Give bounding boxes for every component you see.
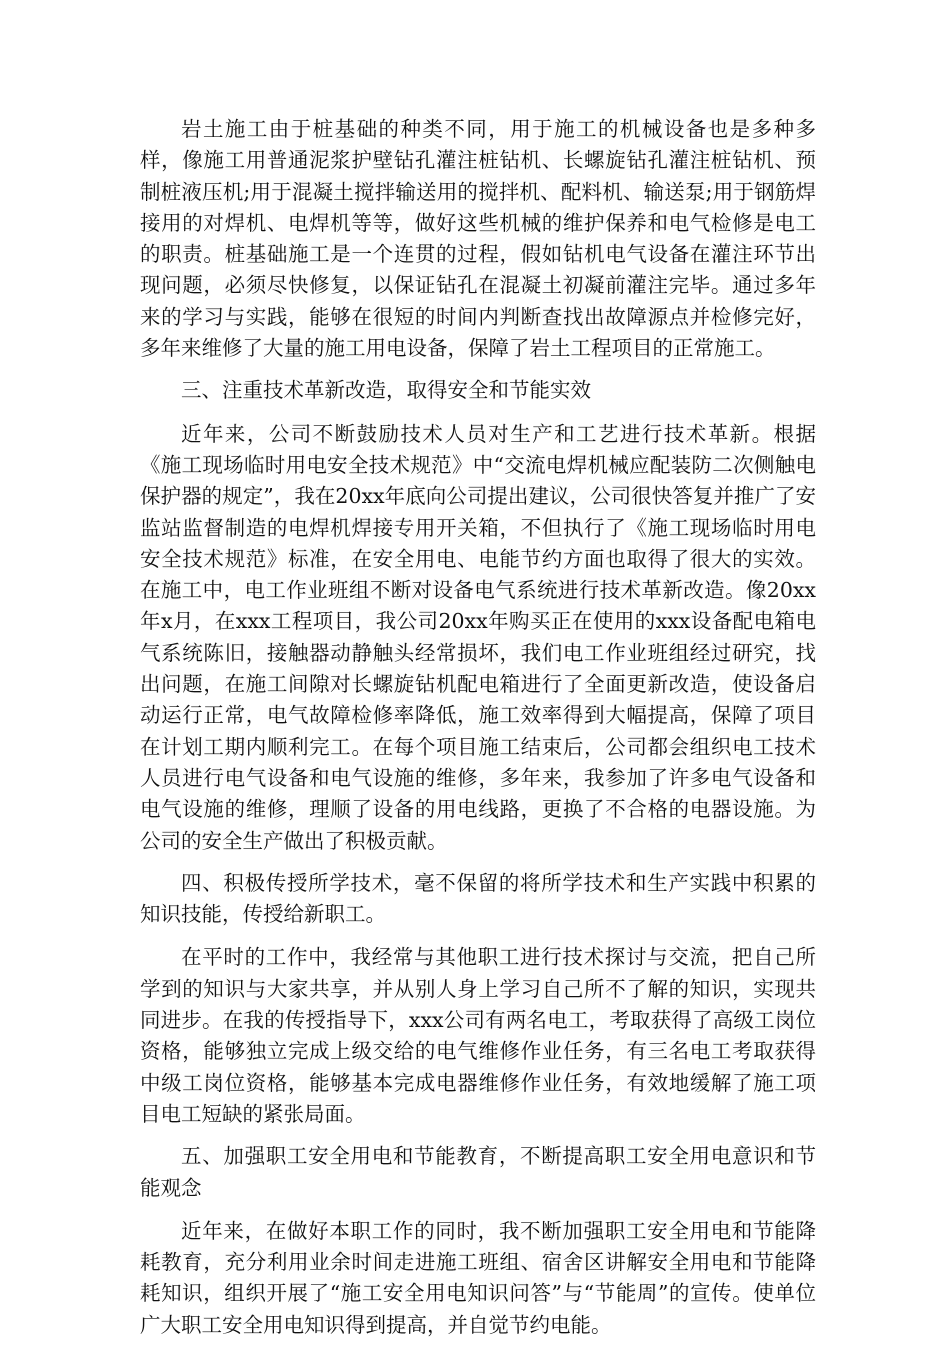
- paragraph-innovation: 近年来，公司不断鼓励技术人员对生产和工艺进行技术革新。根据《施工现场临时用电安全技术规范》中“交流电焊机械应配装防二次侧触电保护器的规定”，我在20xx年底向公司提出建议，公司很快答复并推广了安监站监督制造的电焊机焊接专用开关箱，不但执行了《施工现场临时用电安全技术规范》标准，在安全用电、电能节约方面也取得了很大的实效。在施工中，电工作业班组不断对设备电气系统进行技术革新改造。像20xx年x月，在xxx工程项目，我公司20xx年购买正在使用的xxx设备配电箱电气系统陈旧，接触器动静触头经常损坏，我们电工作业班组经过研究，找出问题，在施工间隙对长螺旋钻机配电箱进行了全面更新改造，使设备启动运行正常，电气故障检修率降低，施工效率得到大幅提高，保障了项目在计划工期内顺利完工。在每个项目施工结束后，公司都会组织电工技术人员进行电气设备和电气设施的维修，多年来，我参加了许多电气设备和电气设施的维修，理顺了设备的用电线路，更换了不合格的电器设施。为公司的安全生产做出了积极贡献。: [140, 421, 816, 853]
- paragraph-safety-education: 近年来，在做好本职工作的同时，我不断加强职工安全用电和节能降耗教育，充分利用业余时间走进施工班组、宿舍区讲解安全用电和节能降耗知识，组织开展了“施工安全用电知识问答”与“节能周”的宣传。使单位广大职工安全用电知识得到提高，并自觉节约电能。: [140, 1218, 816, 1337]
- document-body: [140, 114, 816, 1352]
- section-heading-5: 五、加强职工安全用电和节能教育，不断提高职工安全用电意识和节能观念: [140, 1144, 816, 1200]
- paragraph-maintenance: 岩土施工由于桩基础的种类不同，用于施工的机械设备也是多种多样，像施工用普通泥浆护壁钻孔灌注桩钻机、长螺旋钻孔灌注桩钻机、预制桩液压机;用于混凝土搅拌输送用的搅拌机、配料机、输送泵;用于钢筋焊接用的对焊机、电焊机等等，做好这些机械的维护保养和电气检修是电工的职责。桩基础施工是一个连贯的过程，假如钻机电气设备在灌注环节出现问题，必须尽快修复，以保证钻孔在混凝土初凝前灌注完毕。通过多年来的学习与实践，能够在很短的时间内判断查找出故障源点并检修完好，多年来维修了大量的施工用电设备，保障了岩土工程项目的正常施工。: [140, 117, 816, 361]
- section-heading-4: 四、积极传授所学技术，毫不保留的将所学技术和生产实践中积累的知识技能，传授给新职工。: [140, 870, 816, 927]
- paragraph-training: 在平时的工作中，我经常与其他职工进行技术探讨与交流，把自己所学到的知识与大家共享，并从别人身上学习自己所不了解的知识，实现共同进步。在我的传授指导下，xxx公司有两名电工，考取获得了高级工岗位资格，能够独立完成上级交给的电气维修作业任务，有三名电工考取获得中级工岗位资格，能够基本完成电器维修作业任务，有效地缓解了施工项目电工短缺的紧张局面。: [140, 945, 816, 1126]
- section-heading-3: 三、注重技术革新改造，取得安全和节能实效: [181, 378, 591, 403]
